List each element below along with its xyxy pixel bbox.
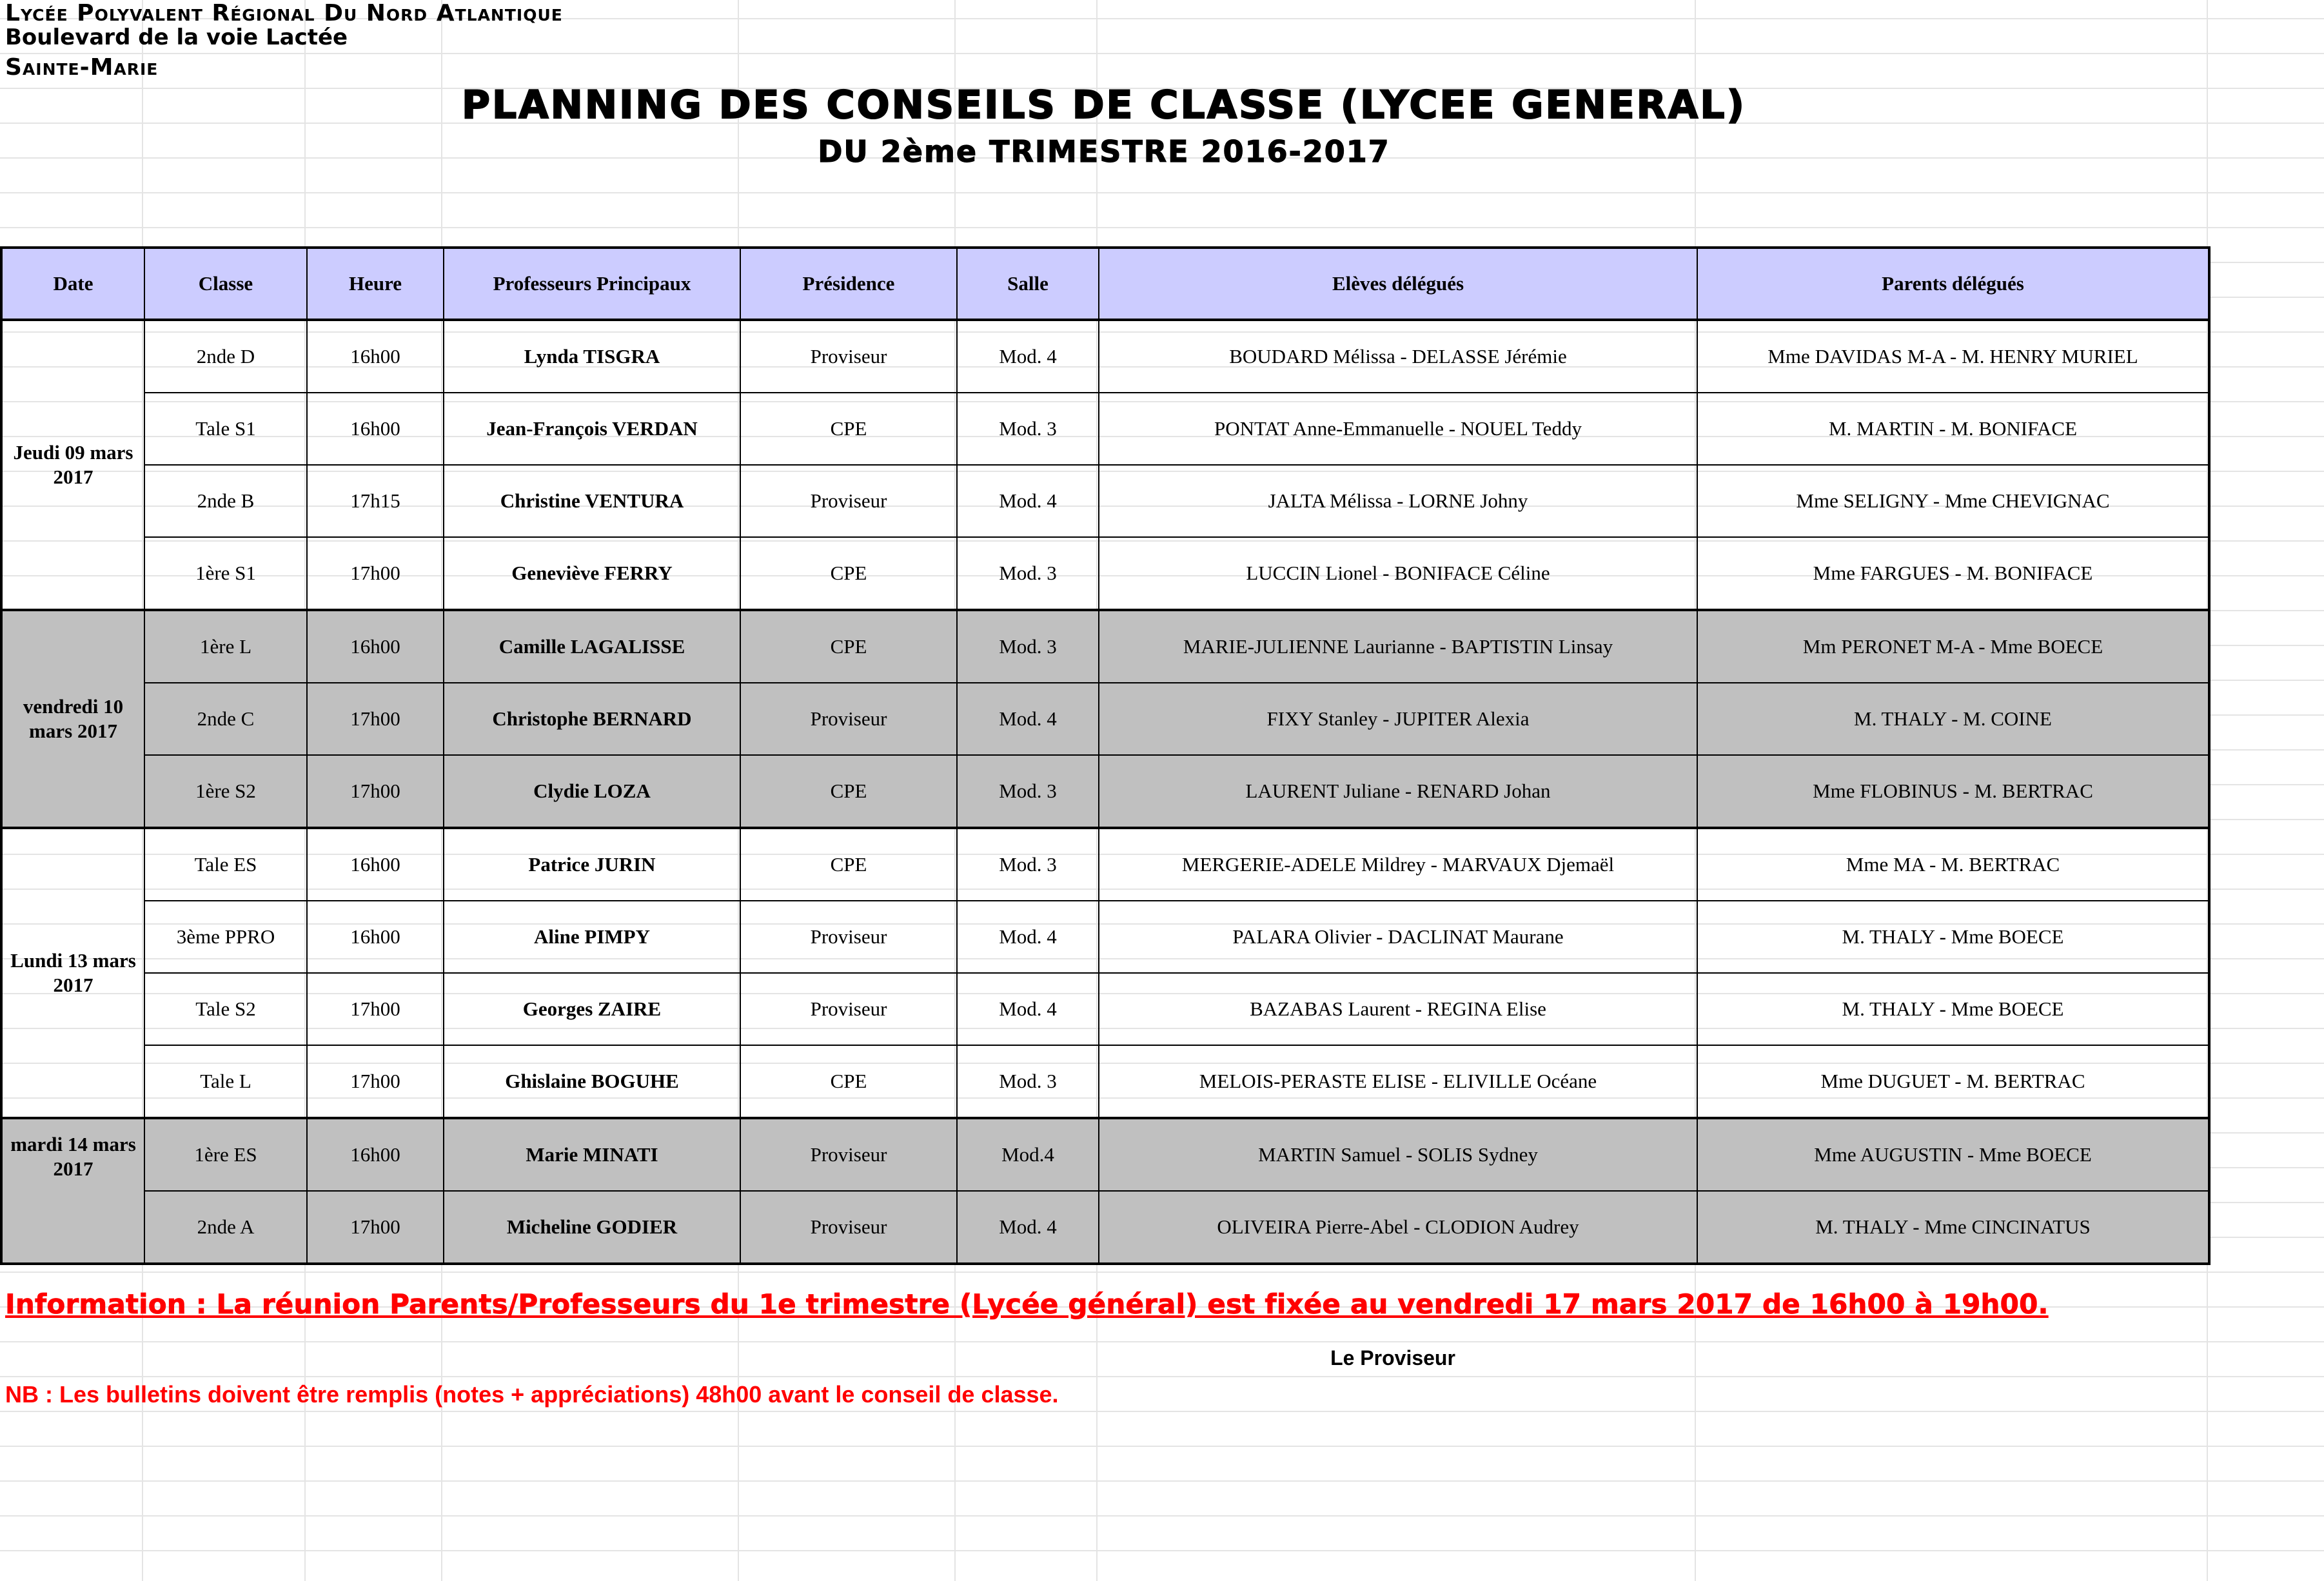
table-row <box>1 1191 2209 1264</box>
room-cell: Mod. 4 <box>957 465 1099 537</box>
time-cell: 16h00 <box>307 320 444 393</box>
room-cell: Mod. 4 <box>957 320 1099 393</box>
time-cell: 17h00 <box>307 1191 444 1264</box>
column-header: Parents délégués <box>1697 248 2209 320</box>
parents-cell: M. THALY - M. COINE <box>1697 683 2209 755</box>
professor-cell: Christine VENTURA <box>444 465 740 537</box>
table-row <box>1 610 2209 683</box>
table-row <box>1 755 2209 828</box>
table-row <box>1 537 2209 610</box>
students-cell: MARIE-JULIENNE Laurianne - BAPTISTIN Linsay <box>1099 610 1697 683</box>
presidence-cell: CPE <box>740 828 957 901</box>
parents-cell: M. THALY - Mme BOECE <box>1697 973 2209 1045</box>
professor-cell: Lynda TISGRA <box>444 320 740 393</box>
room-cell: Mod. 4 <box>957 1191 1099 1264</box>
date-cell: vendredi 10 mars 2017 <box>1 610 144 828</box>
parents-cell: Mme AUGUSTIN - Mme BOECE <box>1697 1118 2209 1191</box>
column-header: Classe <box>144 248 307 320</box>
time-cell: 17h00 <box>307 537 444 610</box>
school-town: Sainte-Marie <box>5 54 159 81</box>
parents-cell: M. THALY - Mme CINCINATUS <box>1697 1191 2209 1264</box>
time-cell: 17h15 <box>307 465 444 537</box>
time-cell: 17h00 <box>307 683 444 755</box>
professor-cell: Micheline GODIER <box>444 1191 740 1264</box>
time-cell: 16h00 <box>307 901 444 973</box>
table-row <box>1 393 2209 465</box>
table-row <box>1 1045 2209 1118</box>
room-cell: Mod. 4 <box>957 973 1099 1045</box>
professor-cell: Jean-François VERDAN <box>444 393 740 465</box>
table-row <box>1 465 2209 537</box>
table-row <box>1 973 2209 1045</box>
professor-cell: Geneviève FERRY <box>444 537 740 610</box>
presidence-cell: Proviseur <box>740 320 957 393</box>
class-cell: 3ème PPRO <box>144 901 307 973</box>
presidence-cell: Proviseur <box>740 683 957 755</box>
class-cell: 2nde D <box>144 320 307 393</box>
time-cell: 16h00 <box>307 610 444 683</box>
page-title: PLANNING DES CONSEILS DE CLASSE (LYCEE GENERAL) <box>462 83 1746 128</box>
students-cell: MERGERIE-ADELE Mildrey - MARVAUX Djemaël <box>1099 828 1697 901</box>
professor-cell: Clydie LOZA <box>444 755 740 828</box>
room-cell: Mod. 3 <box>957 828 1099 901</box>
class-cell: Tale S2 <box>144 973 307 1045</box>
professor-cell: Ghislaine BOGUHE <box>444 1045 740 1118</box>
presidence-cell: CPE <box>740 610 957 683</box>
column-header: Heure <box>307 248 444 320</box>
parents-cell: M. THALY - Mme BOECE <box>1697 901 2209 973</box>
class-cell: 2nde C <box>144 683 307 755</box>
table-body <box>1 320 2209 1264</box>
table-row <box>1 828 2209 901</box>
time-cell: 17h00 <box>307 973 444 1045</box>
nb-notice: NB : Les bulletins doivent être remplis (notes + appréciations) 48h00 avant le conseil de classe. <box>5 1381 1059 1408</box>
room-cell: Mod. 3 <box>957 610 1099 683</box>
parents-cell: Mm PERONET M-A - Mme BOECE <box>1697 610 2209 683</box>
table-header-row <box>1 248 2209 320</box>
room-cell: Mod. 3 <box>957 393 1099 465</box>
students-cell: BOUDARD Mélissa - DELASSE Jérémie <box>1099 320 1697 393</box>
presidence-cell: CPE <box>740 1045 957 1118</box>
students-cell: BAZABAS Laurent - REGINA Elise <box>1099 973 1697 1045</box>
students-cell: PONTAT Anne-Emmanuelle - NOUEL Teddy <box>1099 393 1697 465</box>
room-cell: Mod. 4 <box>957 683 1099 755</box>
page-subtitle: DU 2ème TRIMESTRE 2016-2017 <box>818 134 1390 169</box>
presidence-cell: Proviseur <box>740 973 957 1045</box>
class-cell: Tale S1 <box>144 393 307 465</box>
parents-cell: Mme DUGUET - M. BERTRAC <box>1697 1045 2209 1118</box>
students-cell: OLIVEIRA Pierre-Abel - CLODION Audrey <box>1099 1191 1697 1264</box>
class-cell: 2nde A <box>144 1191 307 1264</box>
class-cell: 1ère L <box>144 610 307 683</box>
class-cell: 2nde B <box>144 465 307 537</box>
parents-cell: Mme MA - M. BERTRAC <box>1697 828 2209 901</box>
students-cell: MELOIS-PERASTE ELISE - ELIVILLE Océane <box>1099 1045 1697 1118</box>
presidence-cell: CPE <box>740 393 957 465</box>
table-row <box>1 683 2209 755</box>
class-cell: 1ère S2 <box>144 755 307 828</box>
signature-label: Le Proviseur <box>1330 1346 1455 1370</box>
presidence-cell: Proviseur <box>740 901 957 973</box>
time-cell: 17h00 <box>307 1045 444 1118</box>
parents-cell: Mme FLOBINUS - M. BERTRAC <box>1697 755 2209 828</box>
time-cell: 16h00 <box>307 393 444 465</box>
column-header: Professeurs Principaux <box>444 248 740 320</box>
information-notice: Information : La réunion Parents/Professeurs du 1e trimestre (Lycée général) est fixée au vendredi 17 mars 2017 de 16h00 à 19h00. <box>5 1288 2049 1320</box>
presidence-cell: Proviseur <box>740 1118 957 1191</box>
parents-cell: Mme FARGUES - M. BONIFACE <box>1697 537 2209 610</box>
students-cell: LUCCIN Lionel - BONIFACE Céline <box>1099 537 1697 610</box>
students-cell: JALTA Mélissa - LORNE Johny <box>1099 465 1697 537</box>
school-street: Boulevard de la voie Lactée <box>5 25 348 50</box>
date-cell: Jeudi 09 mars 2017 <box>1 320 144 610</box>
students-cell: PALARA Olivier - DACLINAT Maurane <box>1099 901 1697 973</box>
room-cell: Mod. 3 <box>957 1045 1099 1118</box>
parents-cell: Mme SELIGNY - Mme CHEVIGNAC <box>1697 465 2209 537</box>
presidence-cell: CPE <box>740 537 957 610</box>
planning-table <box>0 246 2211 1265</box>
presidence-cell: CPE <box>740 755 957 828</box>
professor-cell: Aline PIMPY <box>444 901 740 973</box>
date-cell: Lundi 13 mars 2017 <box>1 828 144 1118</box>
students-cell: MARTIN Samuel - SOLIS Sydney <box>1099 1118 1697 1191</box>
class-cell: 1ère S1 <box>144 537 307 610</box>
room-cell: Mod. 4 <box>957 901 1099 973</box>
date-cell: mardi 14 mars 2017 <box>1 1118 144 1264</box>
room-cell: Mod. 3 <box>957 537 1099 610</box>
school-name: Lycée Polyvalent Régional Du Nord Atlantique <box>5 0 563 26</box>
column-header: Salle <box>957 248 1099 320</box>
parents-cell: Mme DAVIDAS M-A - M. HENRY MURIEL <box>1697 320 2209 393</box>
presidence-cell: Proviseur <box>740 465 957 537</box>
class-cell: 1ère ES <box>144 1118 307 1191</box>
class-cell: Tale ES <box>144 828 307 901</box>
column-header: Elèves délégués <box>1099 248 1697 320</box>
table-row <box>1 901 2209 973</box>
table-row <box>1 1118 2209 1191</box>
class-cell: Tale L <box>144 1045 307 1118</box>
time-cell: 16h00 <box>307 828 444 901</box>
professor-cell: Patrice JURIN <box>444 828 740 901</box>
students-cell: FIXY Stanley - JUPITER Alexia <box>1099 683 1697 755</box>
professor-cell: Christophe BERNARD <box>444 683 740 755</box>
room-cell: Mod.4 <box>957 1118 1099 1191</box>
time-cell: 16h00 <box>307 1118 444 1191</box>
professor-cell: Georges ZAIRE <box>444 973 740 1045</box>
room-cell: Mod. 3 <box>957 755 1099 828</box>
presidence-cell: Proviseur <box>740 1191 957 1264</box>
parents-cell: M. MARTIN - M. BONIFACE <box>1697 393 2209 465</box>
students-cell: LAURENT Juliane - RENARD Johan <box>1099 755 1697 828</box>
table-row <box>1 320 2209 393</box>
time-cell: 17h00 <box>307 755 444 828</box>
column-header: Date <box>1 248 144 320</box>
professor-cell: Marie MINATI <box>444 1118 740 1191</box>
column-header: Présidence <box>740 248 957 320</box>
professor-cell: Camille LAGALISSE <box>444 610 740 683</box>
